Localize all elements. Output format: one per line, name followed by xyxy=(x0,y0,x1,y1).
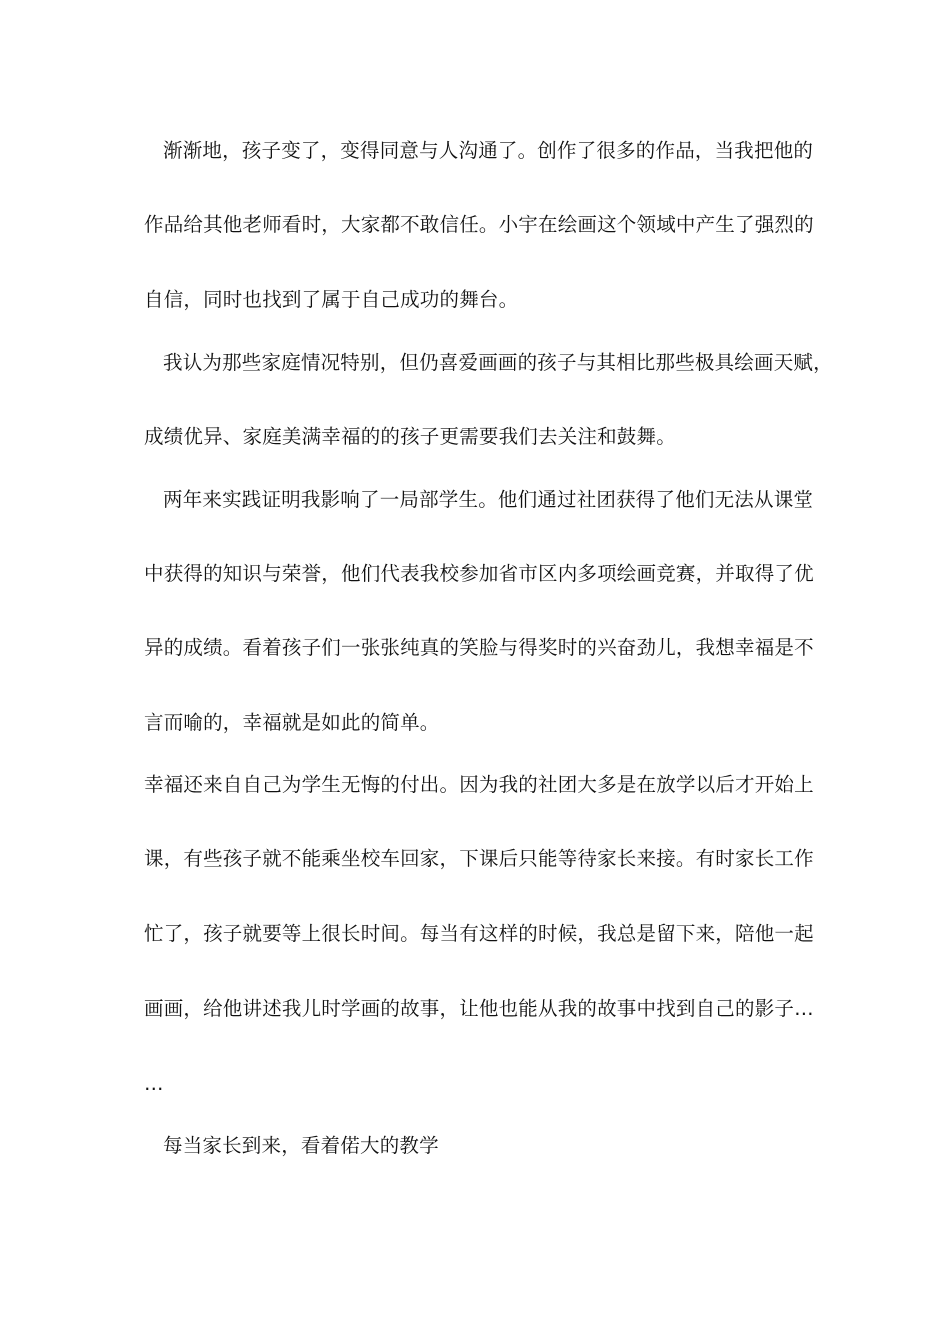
text-line-13: 画画，给他讲述我儿时学画的故事，让他也能从我的故事中找到自己的影子… xyxy=(144,997,814,1020)
text-line-5: 成绩优异、家庭美满幸福的的孩子更需要我们去关注和鼓舞。 xyxy=(144,425,676,448)
text-line-4: 我认为那些家庭情况特别，但仍喜爱画画的孩子与其相比那些极具绘画天赋， xyxy=(163,351,833,374)
text-line-11: 课，有些孩子就不能乘坐校车回家，下课后只能等待家长来接。有时家长工作 xyxy=(144,847,814,870)
text-line-2: 作品给其他老师看时，大家都不敢信任。小宇在绘画这个领域中产生了强烈的 xyxy=(144,213,814,236)
text-line-15: 每当家长到来，看着偌大的教学 xyxy=(163,1134,439,1157)
text-line-8: 异的成绩。看着孩子们一张张纯真的笑脸与得奖时的兴奋劲儿，我想幸福是不 xyxy=(144,636,814,659)
text-line-7: 中获得的知识与荣誉，他们代表我校参加省市区内多项绘画竞赛，并取得了优 xyxy=(144,562,814,585)
text-line-12: 忙了，孩子就要等上很长时间。每当有这样的时候，我总是留下来，陪他一起 xyxy=(144,922,814,945)
text-line-9: 言而喻的，幸福就是如此的简单。 xyxy=(144,711,440,734)
text-line-14: … xyxy=(144,1072,164,1095)
text-line-3: 自信，同时也找到了属于自己成功的舞台。 xyxy=(144,288,519,311)
text-line-1: 渐渐地，孩子变了，变得同意与人沟通了。创作了很多的作品，当我把他的 xyxy=(163,139,814,162)
text-line-10: 幸福还来自自己为学生无悔的付出。因为我的社团大多是在放学以后才开始上 xyxy=(144,773,814,796)
text-line-6: 两年来实践证明我影响了一局部学生。他们通过社团获得了他们无法从课堂 xyxy=(163,488,814,511)
